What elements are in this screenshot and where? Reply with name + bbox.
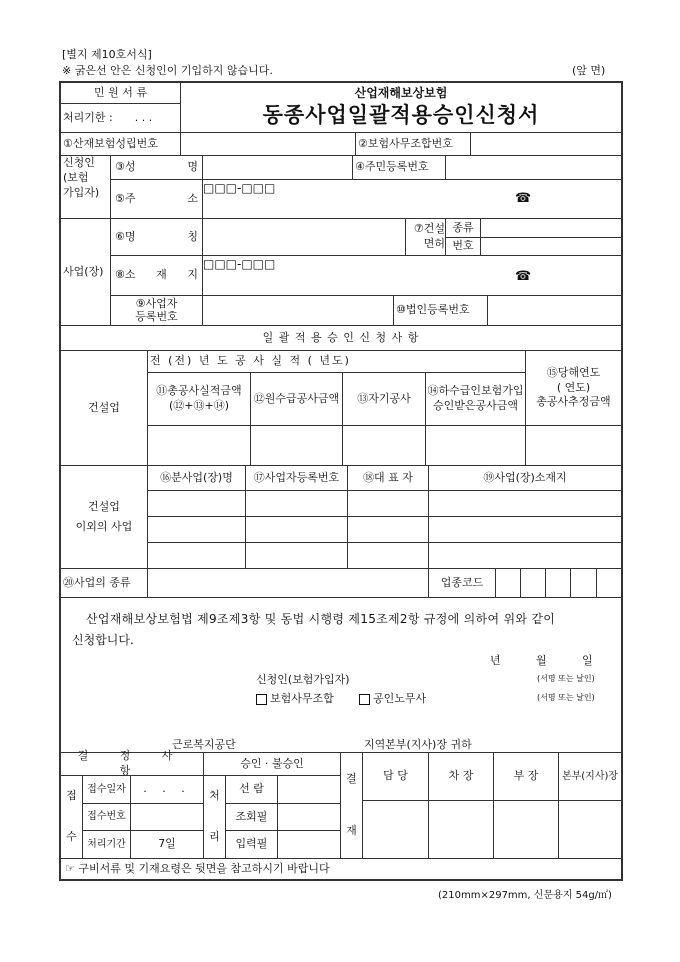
c14-input[interactable] [425, 425, 526, 466]
f5b: 소 [187, 191, 198, 205]
proc1: 처 [209, 789, 220, 803]
other-cell[interactable] [147, 542, 246, 569]
phone-icon: ☎ [515, 269, 532, 284]
day-label: 일 [582, 654, 593, 667]
applicant-text3: 가입자) [63, 185, 100, 199]
sign-box[interactable] [362, 800, 429, 859]
recv2: 수 [66, 830, 77, 844]
biz-reg-input[interactable] [202, 295, 394, 326]
p1-value[interactable] [277, 775, 341, 804]
deadline [60, 103, 181, 133]
approval-header: 승인 · 불승인 [203, 752, 341, 776]
recipient: 지역본부(지사)장 귀하 [364, 738, 472, 751]
agency-name: 근로복지공단 [172, 738, 236, 751]
c19-header: ⑲사업(장)소재지 [428, 465, 622, 491]
page-side: (앞 면) [572, 64, 606, 77]
r-period-label: 처리기간 [82, 830, 131, 859]
c15a: ⑮당해연도 [546, 365, 601, 379]
r-no-value[interactable] [130, 803, 204, 831]
code-box[interactable] [570, 568, 597, 598]
c11a: ⑪총공사실적금액 [156, 384, 242, 398]
other-cell[interactable] [347, 516, 429, 543]
sign-box[interactable] [428, 800, 494, 859]
decl-text2: 신청합니다. [72, 633, 134, 647]
paper-spec: (210mm×297mm, 신문용지 54g/㎡) [438, 890, 612, 901]
f3b: 명 [187, 160, 198, 174]
c11b: (⑫+⑬+⑭) [168, 399, 230, 412]
processing-label [203, 775, 226, 859]
r-date-label: 접수일자 [82, 775, 131, 804]
month-label: 월 [536, 654, 547, 667]
construction-label: 건설업 [60, 350, 148, 466]
s2-header: 차 장 [428, 752, 494, 801]
f6-label [110, 218, 203, 256]
deadline-value: . . . [134, 110, 153, 124]
c15-input[interactable] [525, 425, 622, 466]
sign-box[interactable] [493, 800, 559, 859]
f2-label: ②보험사무조합번호 [355, 132, 471, 156]
opt2-label: 공인노무사 [373, 692, 427, 705]
checkbox[interactable] [359, 694, 370, 705]
other-cell[interactable] [428, 490, 622, 517]
postcode: □□□-□□□ [203, 181, 276, 195]
deadline-label: 처리기한 : [63, 110, 113, 124]
p3-label: 입력필 [225, 830, 278, 859]
r-date-value[interactable]: . . . [130, 775, 204, 804]
proc2: 리 [209, 830, 220, 844]
f4-label: ④주민등록번호 [352, 155, 446, 180]
f9-label [110, 295, 203, 326]
sign-note1: (서명 또는 날인) [537, 674, 595, 683]
f7a: ⑦건설 [413, 222, 445, 236]
title-box [180, 82, 622, 133]
resident-no-input[interactable] [445, 155, 622, 180]
f5-label [110, 179, 203, 219]
p1-label: 선 람 [225, 775, 278, 804]
c11-input[interactable] [147, 425, 251, 466]
other-cell[interactable] [428, 516, 622, 543]
c13-input[interactable] [342, 425, 426, 466]
prev-year-header: 전 (전) 년 도 공 사 실 적 ( 년도) [147, 350, 526, 373]
f10-label: ⑩법인등록번호 [393, 295, 488, 326]
p2-label: 조회필 [225, 803, 278, 831]
business-kind-input[interactable] [147, 568, 429, 598]
doc-type: 민 원 서 류 [60, 82, 181, 104]
f6a: ⑥명 [115, 229, 136, 243]
business-label: 사업(장) [60, 218, 111, 326]
other-cell[interactable] [245, 542, 348, 569]
option-insurance-union[interactable] [256, 690, 334, 706]
r-period-value: 7일 [130, 830, 204, 859]
applicant-text2: (보험 [63, 170, 89, 184]
business-name-input[interactable] [202, 218, 406, 256]
form-subtitle: 산업재해보상보험 [354, 86, 448, 101]
f8-label [110, 255, 203, 296]
f7b: 면허 [423, 237, 445, 250]
r-no-label: 접수번호 [82, 803, 131, 831]
code-box[interactable] [520, 568, 546, 598]
f1-input[interactable] [180, 132, 356, 156]
c20-label: ⑳사업의 종류 [60, 568, 148, 598]
f8b: 재 [156, 268, 167, 282]
form-title: 동종사업일괄적용승인신청서 [262, 102, 540, 128]
code-label: 업종코드 [428, 568, 496, 598]
f2-input[interactable] [470, 132, 622, 156]
opt1-label: 보험사무조합 [270, 692, 334, 705]
applicant-text: 신청인 [63, 156, 95, 169]
address-input[interactable] [202, 179, 622, 219]
c16-header: ⑯분사업(장)명 [147, 465, 246, 491]
sign-a: 결 [346, 771, 357, 785]
s4-header: 본부(지사)장 [558, 752, 622, 801]
other-cell[interactable] [245, 490, 348, 517]
c11-header [147, 372, 251, 426]
year-label: 년 [490, 654, 501, 667]
c12-input[interactable] [250, 425, 343, 466]
c14b: 승인받은공사금액 [432, 399, 518, 412]
c17-header: ⑰사업자등록번호 [245, 465, 348, 491]
c13-header: ⑬자기공사 [342, 372, 426, 426]
f1-label: ①산재보험성립번호 [60, 132, 181, 156]
license-kind-input[interactable] [480, 218, 622, 238]
other-cell[interactable] [245, 516, 348, 543]
f9a: ⑨사업자 [135, 297, 178, 311]
sign-box[interactable] [558, 800, 622, 859]
number-label: 번호 [445, 237, 481, 256]
kind-label: 종류 [445, 218, 481, 238]
code-box[interactable] [545, 568, 571, 598]
p2-value[interactable] [277, 803, 341, 831]
notice: ※ 굵은선 안은 신청인이 기입하지 않습니다. [62, 64, 273, 77]
phone-icon: ☎ [515, 191, 532, 206]
f7-label [405, 218, 446, 256]
location-input[interactable] [202, 255, 622, 296]
c18-header: ⑱대 표 자 [347, 465, 429, 491]
f5a: ⑤주 [115, 191, 136, 205]
postcode: □□□-□□□ [203, 257, 276, 271]
sign-b: 재 [346, 824, 357, 838]
checkbox[interactable] [256, 694, 267, 705]
c14a: ⑭하수급인보험가입 [427, 384, 524, 398]
applicant-sign-label: 신청인(보험가입자) [256, 673, 350, 686]
c14-header [425, 372, 526, 426]
c15c: 총공사추정금액 [536, 395, 611, 409]
recv1: 접 [66, 789, 77, 803]
other-cell[interactable] [428, 542, 622, 569]
other-cell[interactable] [147, 516, 246, 543]
other-cell[interactable] [147, 490, 246, 517]
f6b: 칭 [187, 229, 198, 243]
other-cell[interactable] [347, 490, 429, 517]
sign-note2: (서명 또는 날인) [537, 693, 595, 702]
footer-note: ☞ 구비서류 및 기재요령은 뒷면을 참고하시기 바랍니다 [60, 858, 622, 880]
c15-header [525, 350, 622, 426]
s3-header: 부 장 [493, 752, 559, 801]
f3-label [110, 155, 203, 180]
applicant-label [60, 155, 111, 219]
c15b: ( 연도) [556, 380, 591, 394]
c12-header: ⑫원수급공사금액 [250, 372, 343, 426]
f3a: ③성 [115, 160, 136, 174]
other-cell[interactable] [347, 542, 429, 569]
other-label [60, 465, 148, 569]
decl-text1: 산업재해보상보험법 제9조제3항 및 동법 시행령 제15조제2항 규정에 의하여 위와 같이 [86, 612, 556, 626]
corp-reg-input[interactable] [487, 295, 622, 326]
option-labor-attorney[interactable] [359, 690, 426, 706]
form-number: [별지 제10호서식] [62, 48, 152, 61]
other-label1: 건설업 [88, 500, 120, 514]
s1-header: 담 당 [362, 752, 429, 801]
code-box[interactable] [596, 568, 622, 598]
p3-value[interactable] [277, 830, 341, 859]
section-title: 일 괄 적 용 승 인 신 청 사 항 [60, 325, 622, 351]
name-input[interactable] [202, 155, 353, 180]
decision-header: 결 정 사 항 [60, 752, 204, 776]
code-box[interactable] [495, 568, 521, 598]
license-number-input[interactable] [480, 237, 622, 256]
approval-sign-label [340, 752, 363, 859]
f8a: ⑧소 [115, 268, 136, 282]
f9b: 등록번호 [135, 309, 178, 323]
other-label2: 이외의 사업 [75, 520, 133, 533]
receipt-label [60, 775, 83, 859]
f8c: 지 [187, 268, 198, 282]
